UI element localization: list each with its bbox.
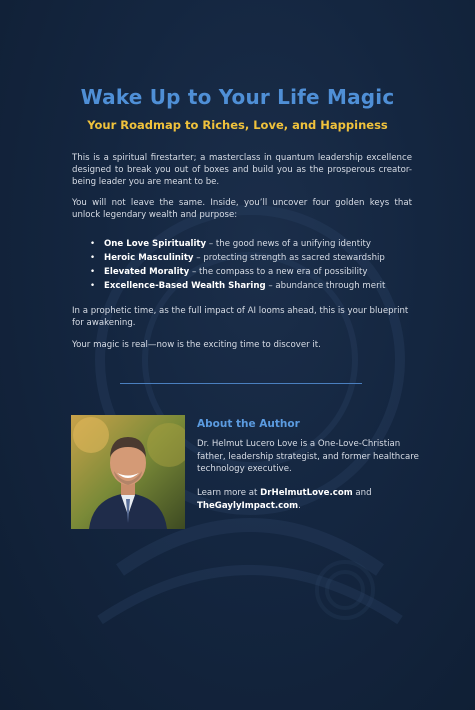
key-name: Heroic Masculinity <box>104 253 194 263</box>
author-learn-more <box>197 487 427 512</box>
list-item <box>90 237 420 251</box>
list-item <box>90 279 420 293</box>
learn-more-and: and <box>352 488 372 498</box>
key-name: Excellence-Based Wealth Sharing <box>104 281 266 291</box>
bullet-icon: • <box>90 267 96 277</box>
author-photo <box>71 415 185 529</box>
magic-paragraph: Your magic is real—now is the exciting time to discover it. <box>72 340 321 350</box>
bullet-icon: • <box>90 281 96 291</box>
key-separator: – <box>265 281 276 291</box>
website-link-drhelmutlove[interactable]: DrHelmutLove.com <box>260 488 353 498</box>
faint-emblem-background <box>60 150 440 630</box>
website-link-thegaylyimpact[interactable]: TheGaylyImpact.com <box>197 500 299 511</box>
key-name: Elevated Morality <box>104 267 190 277</box>
prophetic-paragraph: In a prophetic time, as the full impact of AI looms ahead, this is your blueprint for awakening. <box>72 306 409 328</box>
learn-more-prefix: Learn more at <box>197 488 261 498</box>
key-separator: – <box>206 239 216 249</box>
author-portrait-image <box>71 415 185 529</box>
key-description: abundance through merit <box>275 281 386 291</box>
key-description: protecting strength as sacred stewardship <box>203 253 385 263</box>
bullet-icon: • <box>90 239 96 249</box>
key-separator: – <box>189 267 199 277</box>
key-description: the good news of a unifying identity <box>215 239 371 249</box>
promise-paragraph: You will not leave the same. Inside, you’ll uncover four golden keys that unlock legendary wealth and purpose: <box>72 198 412 220</box>
intro-paragraph: This is a spiritual firestarter; a masterclass in quantum leadership excellence designed to break you out of boxes and build you as the prosperous creator-being leader you are meant to be. <box>72 153 412 187</box>
book-subtitle: Your Roadmap to Riches, Love, and Happiness <box>87 118 388 132</box>
golden-keys-list <box>90 237 420 293</box>
key-separator: – <box>193 253 204 263</box>
book-title: Wake Up to Your Life Magic <box>80 85 395 109</box>
section-divider <box>120 383 362 384</box>
list-item <box>90 251 420 265</box>
about-author-heading: About the Author <box>197 418 300 430</box>
link-suffix: . <box>298 500 301 511</box>
key-description: the compass to a new era of possibility <box>199 267 368 277</box>
list-item <box>90 265 420 279</box>
author-bio: Dr. Helmut Lucero Love is a One-Love-Christian father, leadership strategist, and former healthcare technology executive. <box>197 439 419 474</box>
bullet-icon: • <box>90 253 96 263</box>
key-name: One Love Spirituality <box>104 239 207 249</box>
